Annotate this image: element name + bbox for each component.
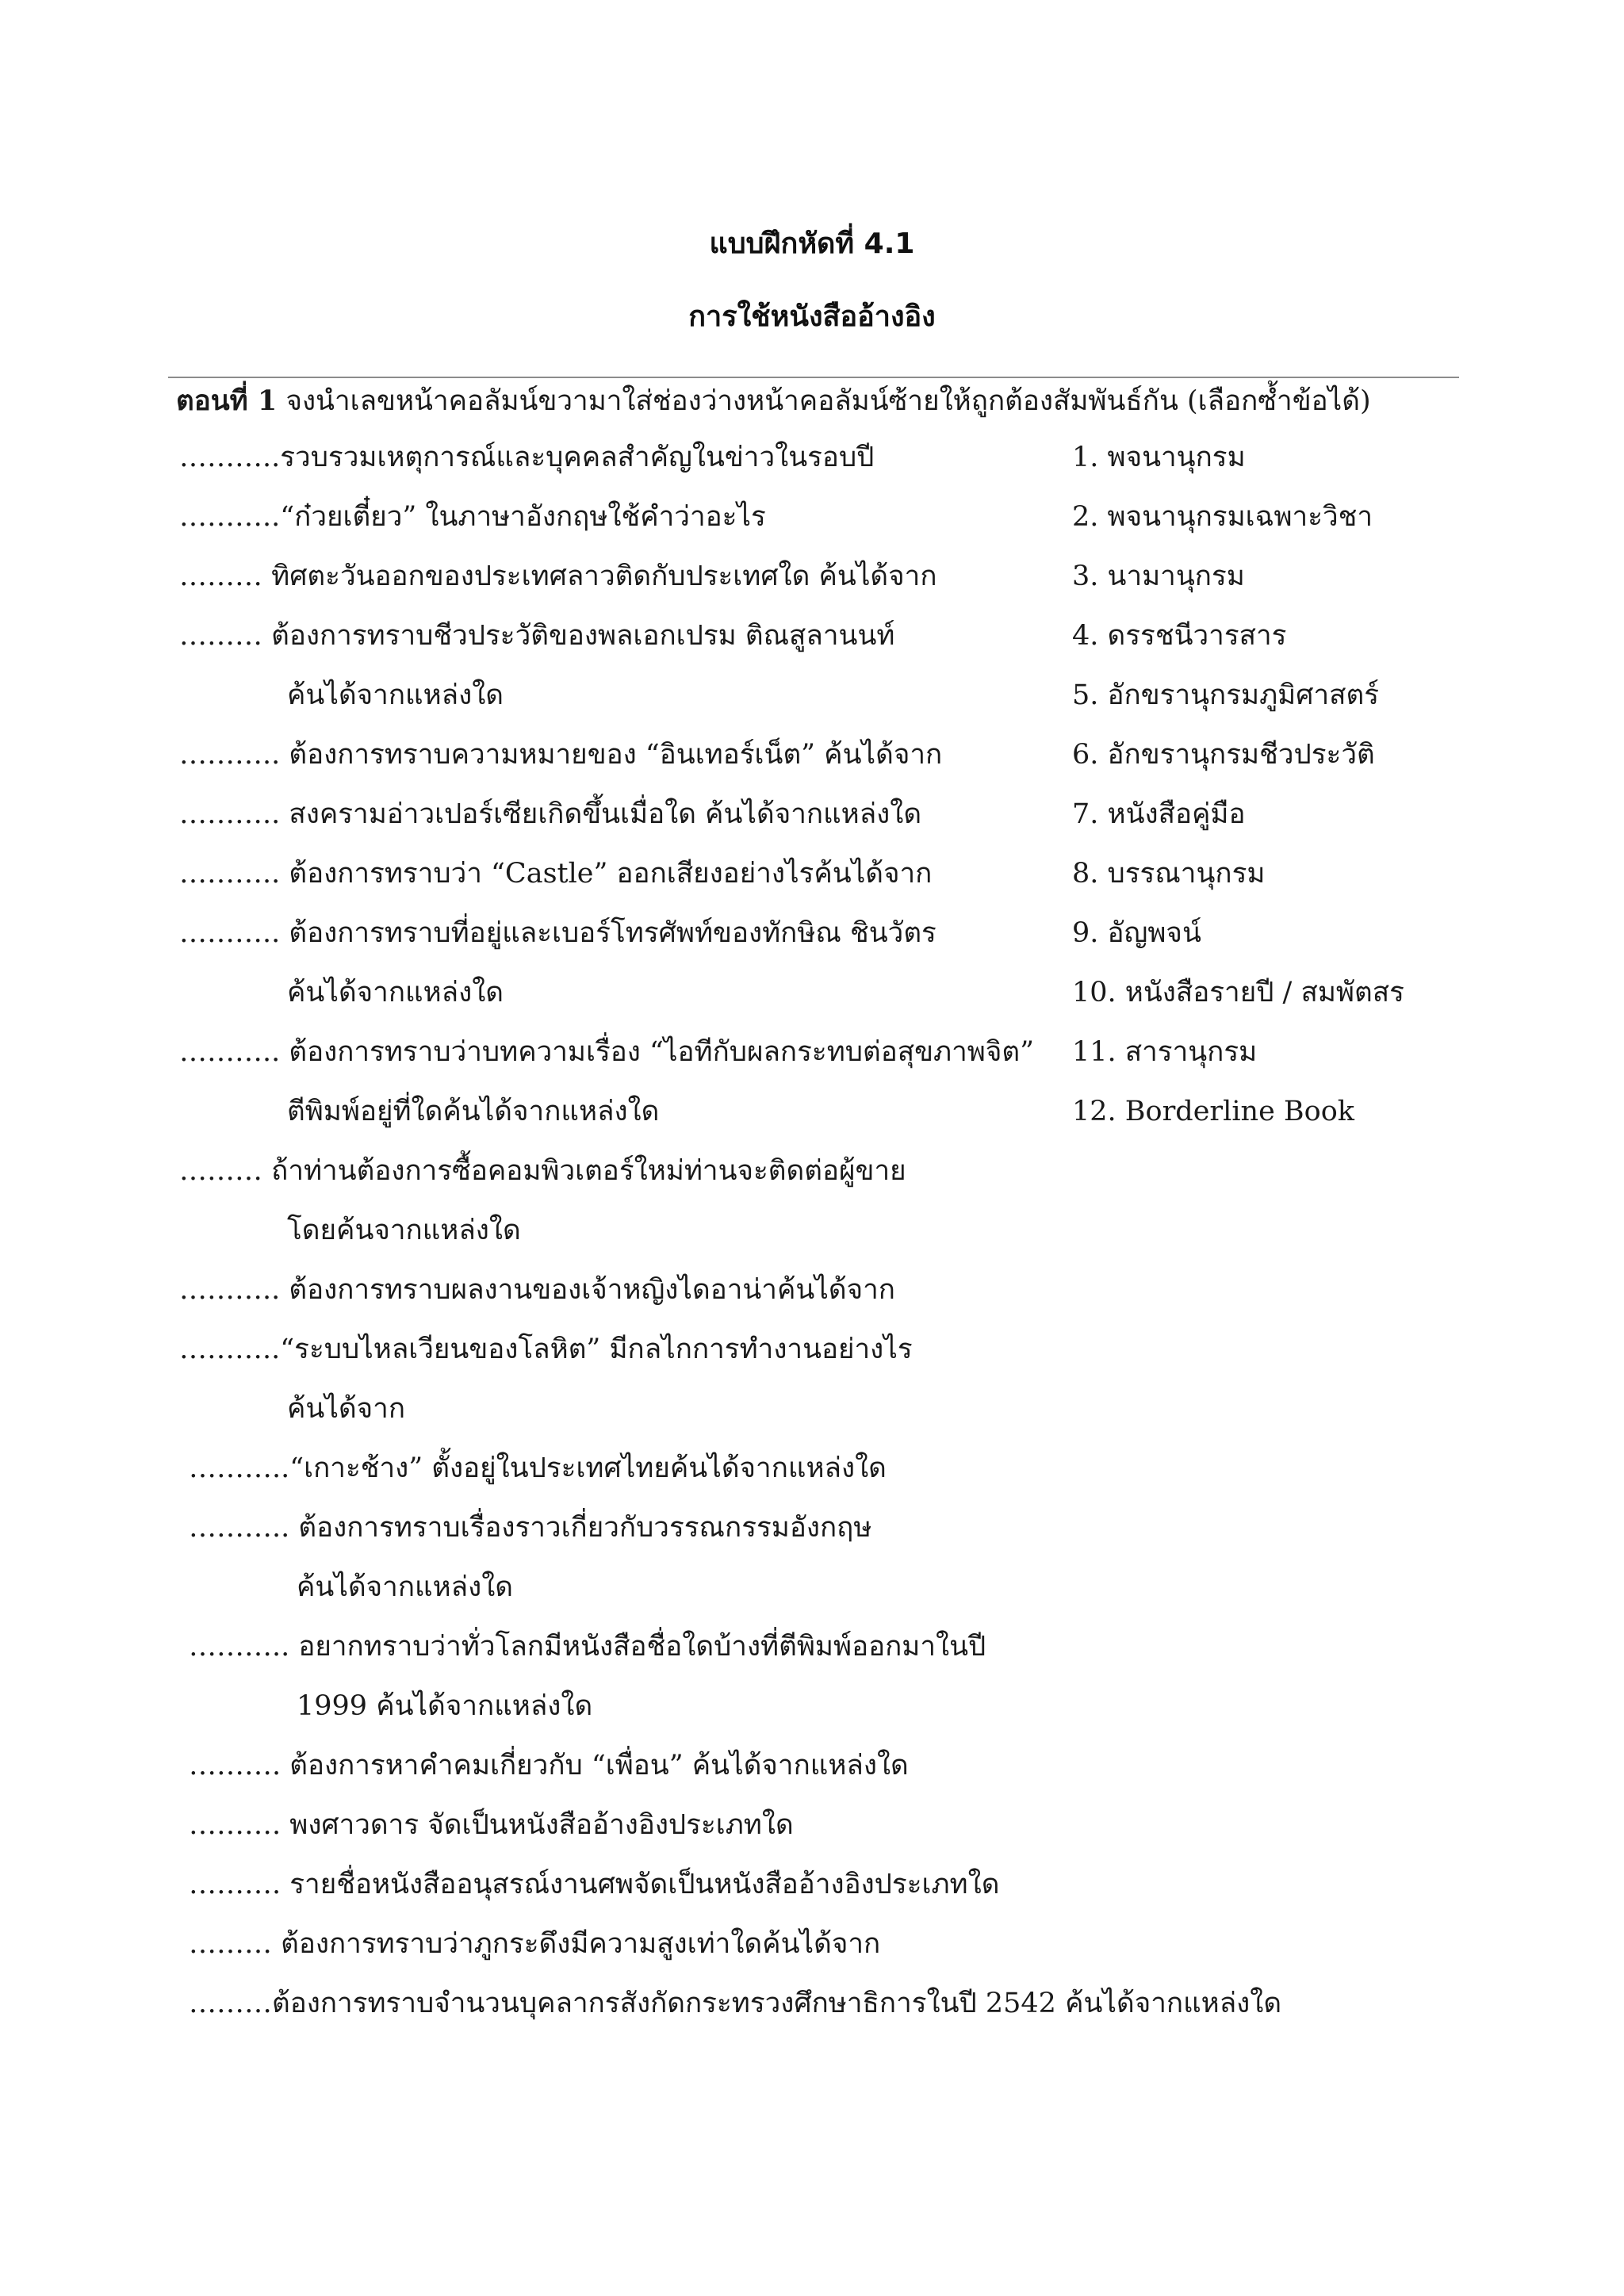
option-item: 3. นามานุกรม bbox=[1072, 561, 1245, 592]
question-line: ……….. ต้องการทราบเรื่องราวเกี่ยวกับวรรณกรรมอังกฤษ bbox=[189, 1512, 872, 1544]
question-line: ………. พงศาวดาร จัดเป็นหนังสืออ้างอิงประเภทใด bbox=[189, 1809, 794, 1841]
question-line: ……… ถ้าท่านต้องการซื้อคอมพิวเตอร์ใหม่ท่านจะติดต่อผู้ขาย bbox=[179, 1155, 906, 1187]
instruction-text: จงนำเลขหน้าคอลัมน์ขวามาใส่ช่องว่างหน้าคอลัมน์ซ้ายให้ถูกต้องสัมพันธ์กัน (เลือกซ้ำข้อได้) bbox=[285, 385, 1371, 417]
option-item: 2. พจนานุกรมเฉพาะวิชา bbox=[1072, 501, 1373, 533]
question-line-continuation: ค้นได้จากแหล่งใด bbox=[287, 679, 504, 711]
question-line: ………. ต้องการหาคำคมเกี่ยวกับ “เพื่อน” ค้นได้จากแหล่งใด bbox=[189, 1750, 909, 1781]
divider-line bbox=[168, 377, 1459, 378]
question-line: ……….. ต้องการทราบว่าบทความเรื่อง “ไอทีกับผลกระทบต่อสุขภาพจิต” bbox=[179, 1036, 1034, 1068]
question-line-continuation: ค้นได้จาก bbox=[287, 1393, 406, 1425]
option-item: 7. หนังสือคู่มือ bbox=[1072, 798, 1246, 830]
question-line: ………..“ระบบไหลเวียนของโลหิต” มีกลไกการทำงานอย่างไร bbox=[179, 1334, 913, 1365]
option-item: 1. พจนานุกรม bbox=[1072, 442, 1246, 473]
question-line: ……….. สงครามอ่าวเปอร์เซียเกิดขึ้นเมื่อใด ค้นได้จากแหล่งใด bbox=[179, 798, 922, 830]
question-line: ……….. ต้องการทราบความหมายของ “อินเทอร์เน็ต” ค้นได้จาก bbox=[179, 739, 943, 771]
option-item: 9. อัญพจน์ bbox=[1072, 917, 1201, 949]
question-line-continuation: โดยค้นจากแหล่งใด bbox=[287, 1215, 521, 1246]
question-line: ……….. อยากทราบว่าทั่วโลกมีหนังสือชื่อใดบ้างที่ตีพิมพ์ออกมาในปี bbox=[189, 1631, 986, 1663]
instruction-label: ตอนที่ 1 bbox=[176, 385, 278, 417]
exercise-title: แบบฝึกหัดที่ 4.1 bbox=[709, 228, 915, 260]
question-line: ……….. ต้องการทราบว่า “Castle” ออกเสียงอย่างไรค้นได้จาก bbox=[179, 858, 933, 890]
option-item: 5. อักขรานุกรมภูมิศาสตร์ bbox=[1072, 679, 1379, 711]
question-line-continuation: 1999 ค้นได้จากแหล่งใด bbox=[297, 1690, 593, 1722]
question-line: ……… ทิศตะวันออกของประเทศลาวติดกับประเทศใด ค้นได้จาก bbox=[179, 561, 937, 592]
question-line: ………..“ก๋วยเตี๋ยว” ในภาษาอังกฤษใช้คำว่าอะไร bbox=[179, 501, 766, 533]
question-line: ……… ต้องการทราบชีวประวัติของพลเอกเปรม ติณสูลานนท์ bbox=[179, 620, 895, 652]
option-item: 11. สารานุกรม bbox=[1072, 1036, 1258, 1068]
question-line: ……….. ต้องการทราบที่อยู่และเบอร์โทรศัพท์ของทักษิณ ชินวัตร bbox=[179, 917, 936, 949]
question-line: ………ต้องการทราบจำนวนบุคลากรสังกัดกระทรวงศึกษาธิการในปี 2542 ค้นได้จากแหล่งใด bbox=[189, 1988, 1282, 2019]
question-line-continuation: ตีพิมพ์อยู่ที่ใดค้นได้จากแหล่งใด bbox=[287, 1096, 660, 1127]
question-line: ………. รายชื่อหนังสืออนุสรณ์งานศพจัดเป็นหนังสืออ้างอิงประเภทใด bbox=[189, 1869, 1000, 1900]
question-line-continuation: ค้นได้จากแหล่งใด bbox=[287, 977, 504, 1008]
question-line: ……… ต้องการทราบว่าภูกระดึงมีความสูงเท่าใดค้นได้จาก bbox=[189, 1928, 881, 1960]
option-item: 12. Borderline Book bbox=[1072, 1096, 1354, 1127]
question-line: ……….. ต้องการทราบผลงานของเจ้าหญิงไดอาน่าค้นได้จาก bbox=[179, 1274, 895, 1306]
option-item: 4. ดรรชนีวารสาร bbox=[1072, 620, 1287, 652]
option-item: 6. อักขรานุกรมชีวประวัติ bbox=[1072, 739, 1375, 771]
option-item: 10. หนังสือรายปี / สมพัตสร bbox=[1072, 977, 1404, 1008]
option-item: 8. บรรณานุกรม bbox=[1072, 858, 1266, 890]
instruction bbox=[176, 379, 1371, 423]
question-line: ………..“เกาะช้าง” ตั้งอยู่ในประเทศไทยค้นได้จากแหล่งใด bbox=[189, 1452, 887, 1484]
question-line: ………..รวบรวมเหตุการณ์และบุคคลสำคัญในข่าวในรอบปี bbox=[179, 442, 875, 473]
exercise-subtitle: การใช้หนังสืออ้างอิง bbox=[688, 300, 936, 333]
question-line-continuation: ค้นได้จากแหล่งใด bbox=[297, 1571, 514, 1603]
